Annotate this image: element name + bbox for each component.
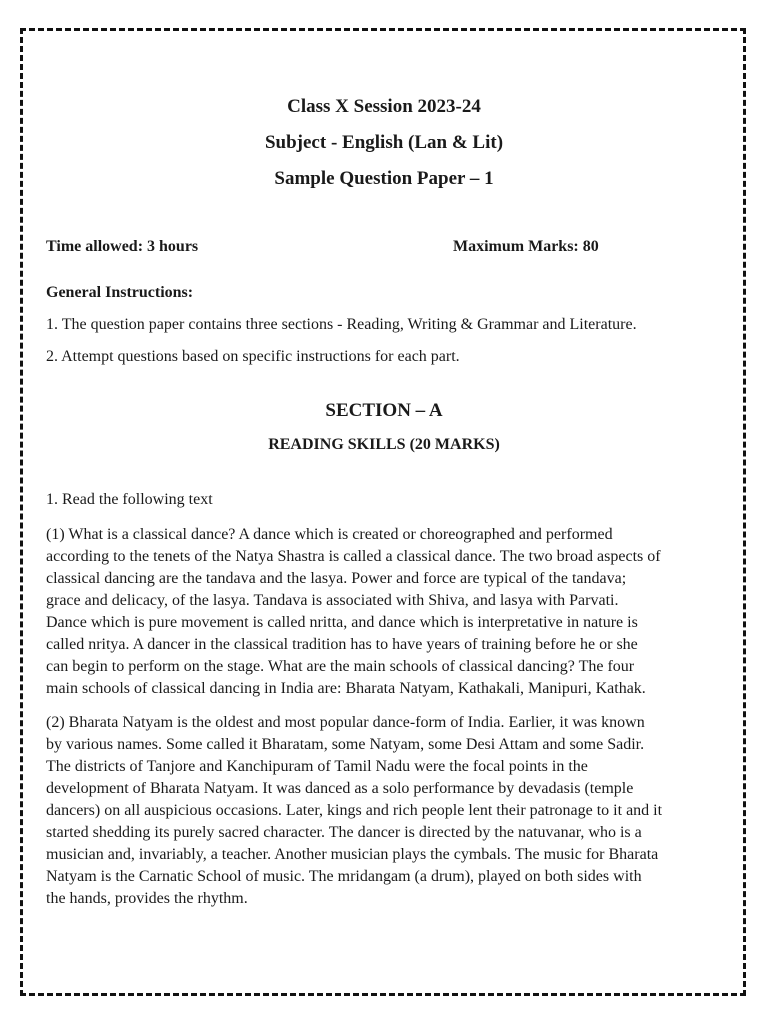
passage-line: classical dancing are the tandava and the lasya. Power and force are typical of the tandava; [46, 570, 627, 587]
passage-line: development of Bharata Natyam. It was danced as a solo performance by devadasis (temple [46, 780, 634, 797]
paper-title: Sample Question Paper – 1 [274, 168, 494, 189]
section-title: SECTION – A [325, 400, 443, 421]
passage-line: musician and, invariably, a teacher. Another musician plays the cymbals. The music for Bharata [46, 846, 659, 863]
subject-title: Subject - English (Lan & Lit) [264, 132, 504, 153]
passage-line: The districts of Tanjore and Kanchipuram of Tamil Nadu were the focal points in the [46, 758, 588, 775]
passage-line: dancers) on all auspicious occasions. Later, kings and rich people lent their patronage to it and it [46, 802, 663, 819]
passage-paragraph-1 [46, 524, 726, 700]
passage-line: (2) Bharata Natyam is the oldest and most popular dance-form of India. Earlier, it was known [46, 714, 645, 731]
instructions-heading: General Instructions: [46, 284, 194, 301]
passage-line: (1) What is a classical dance? A dance which is created or choreographed and performed [46, 526, 613, 543]
maximum-marks: Maximum Marks: 80 [453, 238, 599, 255]
question-prompt: 1. Read the following text [46, 491, 213, 508]
passage-line: the hands, provides the rhythm. [46, 890, 248, 907]
passage-paragraph-2 [46, 712, 726, 910]
passage-line: Dance which is pure movement is called nritta, and dance which is interpretative in nature is [46, 614, 638, 631]
passage-line: according to the tenets of the Natya Shastra is called a classical dance. The two broad aspects of [46, 548, 661, 565]
section-subtitle: READING SKILLS (20 MARKS) [268, 436, 500, 453]
passage-line: can begin to perform on the stage. What are the main schools of classical dancing? The four [46, 658, 635, 675]
passage-line: by various names. Some called it Bharatam, some Natyam, some Desi Attam and some Sadir. [46, 736, 645, 753]
class-session-title: Class X Session 2023-24 [287, 96, 481, 117]
instruction-item: 1. The question paper contains three sections - Reading, Writing & Grammar and Literature. [46, 316, 637, 333]
passage-line: started shedding its purely sacred character. The dancer is directed by the natuvanar, who is a [46, 824, 642, 841]
passage-line: called nritya. A dancer in the classical tradition has to have years of training before he or she [46, 636, 638, 653]
passage-line: Natyam is the Carnatic School of music. The mridangam (a drum), played on both sides with [46, 868, 642, 885]
passage-line: main schools of classical dancing in India are: Bharata Natyam, Kathakali, Manipuri, Kathak. [46, 680, 646, 697]
time-allowed: Time allowed: 3 hours [46, 238, 199, 255]
passage-line: grace and delicacy, of the lasya. Tandava is associated with Shiva, and lasya with Parvati. [46, 592, 619, 609]
instruction-item: 2. Attempt questions based on specific instructions for each part. [46, 348, 460, 365]
